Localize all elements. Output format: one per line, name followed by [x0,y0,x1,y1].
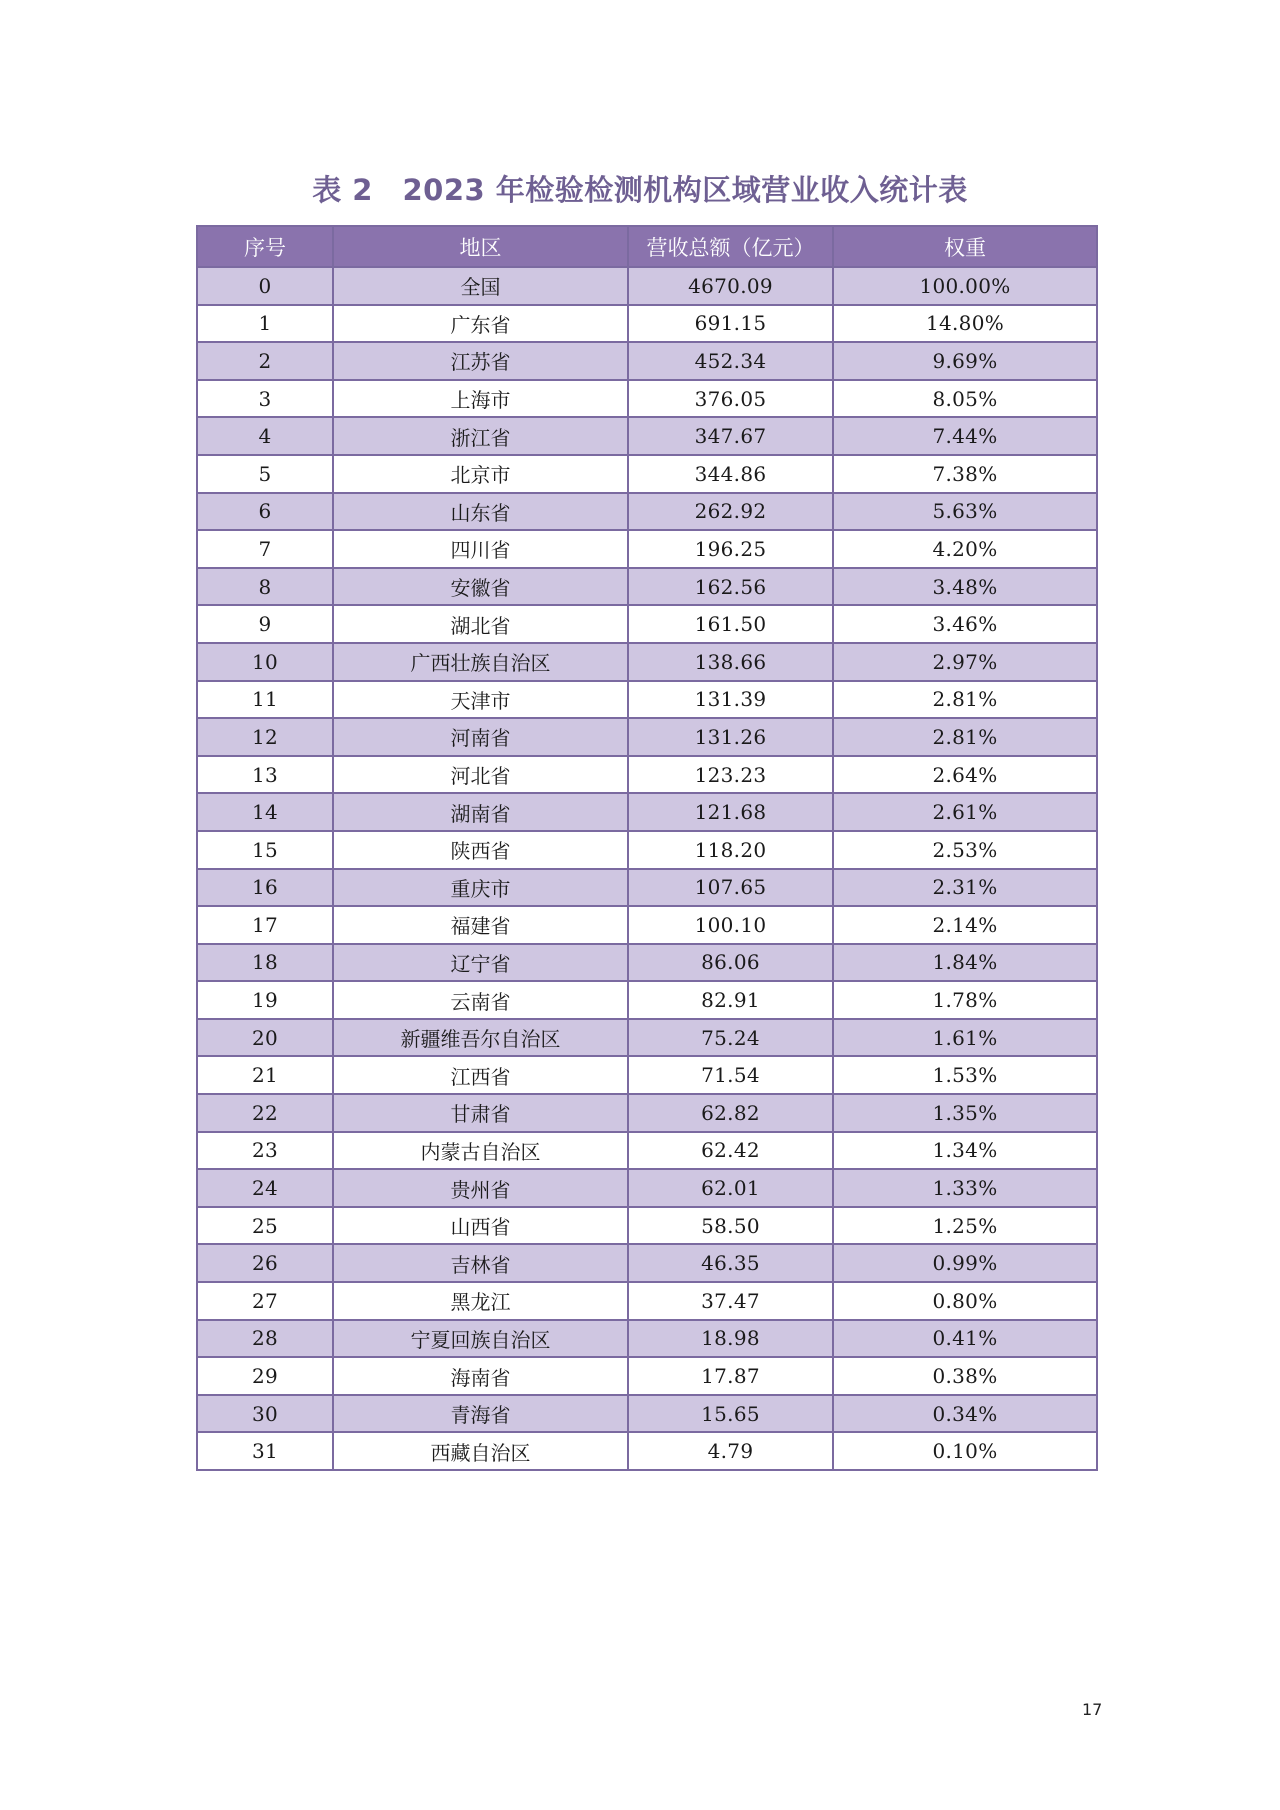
cell-revenue: 82.91 [628,981,833,1019]
cell-region: 湖北省 [333,605,628,643]
cell-no: 12 [197,718,333,756]
cell-region: 山西省 [333,1207,628,1245]
cell-weight: 1.78% [833,981,1097,1019]
table-row [197,305,1097,343]
cell-no: 31 [197,1432,333,1470]
table-row [197,1244,1097,1282]
cell-region: 广西壮族自治区 [333,643,628,681]
cell-revenue: 46.35 [628,1244,833,1282]
cell-weight: 8.05% [833,380,1097,418]
cell-region: 广东省 [333,305,628,343]
cell-no: 25 [197,1207,333,1245]
cell-weight: 2.97% [833,643,1097,681]
cell-weight: 1.35% [833,1094,1097,1132]
cell-region: 青海省 [333,1395,628,1433]
cell-revenue: 131.26 [628,718,833,756]
cell-no: 7 [197,530,333,568]
cell-no: 2 [197,342,333,380]
cell-no: 28 [197,1320,333,1358]
table-row [197,1094,1097,1132]
table-row [197,455,1097,493]
cell-revenue: 62.01 [628,1169,833,1207]
table-row [197,1056,1097,1094]
table-row [197,605,1097,643]
cell-no: 8 [197,568,333,606]
cell-no: 3 [197,380,333,418]
cell-region: 河南省 [333,718,628,756]
cell-weight: 0.10% [833,1432,1097,1470]
cell-no: 0 [197,267,333,305]
table-row [197,1395,1097,1433]
table-row [197,568,1097,606]
table-row [197,1169,1097,1207]
cell-revenue: 15.65 [628,1395,833,1433]
cell-weight: 3.48% [833,568,1097,606]
table-row [197,906,1097,944]
cell-region: 宁夏回族自治区 [333,1320,628,1358]
cell-no: 21 [197,1056,333,1094]
cell-weight: 1.33% [833,1169,1097,1207]
cell-no: 16 [197,869,333,907]
cell-no: 22 [197,1094,333,1132]
cell-no: 13 [197,756,333,794]
cell-no: 10 [197,643,333,681]
cell-revenue: 376.05 [628,380,833,418]
cell-region: 天津市 [333,681,628,719]
cell-region: 安徽省 [333,568,628,606]
cell-region: 福建省 [333,906,628,944]
cell-region: 北京市 [333,455,628,493]
cell-weight: 0.38% [833,1357,1097,1395]
header-region: 地区 [333,226,628,267]
cell-revenue: 86.06 [628,944,833,982]
cell-weight: 0.41% [833,1320,1097,1358]
table-row [197,493,1097,531]
cell-no: 29 [197,1357,333,1395]
cell-revenue: 4670.09 [628,267,833,305]
cell-revenue: 162.56 [628,568,833,606]
table-header-row [197,226,1097,267]
cell-weight: 1.61% [833,1019,1097,1057]
cell-revenue: 123.23 [628,756,833,794]
cell-no: 18 [197,944,333,982]
table-row [197,380,1097,418]
cell-weight: 1.25% [833,1207,1097,1245]
table-row [197,1019,1097,1057]
cell-region: 河北省 [333,756,628,794]
cell-revenue: 138.66 [628,643,833,681]
cell-revenue: 17.87 [628,1357,833,1395]
table-row [197,869,1097,907]
cell-weight: 2.61% [833,793,1097,831]
cell-revenue: 4.79 [628,1432,833,1470]
cell-region: 贵州省 [333,1169,628,1207]
cell-weight: 0.99% [833,1244,1097,1282]
cell-region: 新疆维吾尔自治区 [333,1019,628,1057]
cell-weight: 3.46% [833,605,1097,643]
table-body [197,267,1097,1470]
cell-weight: 2.81% [833,681,1097,719]
table-row [197,417,1097,455]
cell-no: 20 [197,1019,333,1057]
cell-revenue: 161.50 [628,605,833,643]
cell-weight: 1.53% [833,1056,1097,1094]
cell-revenue: 262.92 [628,493,833,531]
table-row [197,756,1097,794]
table-row [197,342,1097,380]
cell-revenue: 62.82 [628,1094,833,1132]
cell-weight: 4.20% [833,530,1097,568]
cell-no: 6 [197,493,333,531]
table-row [197,718,1097,756]
cell-revenue: 62.42 [628,1132,833,1170]
cell-weight: 100.00% [833,267,1097,305]
table-row [197,1207,1097,1245]
cell-revenue: 100.10 [628,906,833,944]
cell-weight: 2.14% [833,906,1097,944]
cell-revenue: 452.34 [628,342,833,380]
cell-revenue: 75.24 [628,1019,833,1057]
cell-no: 4 [197,417,333,455]
table-row [197,267,1097,305]
cell-revenue: 107.65 [628,869,833,907]
cell-no: 26 [197,1244,333,1282]
table-row [197,1132,1097,1170]
cell-no: 30 [197,1395,333,1433]
cell-no: 19 [197,981,333,1019]
cell-region: 湖南省 [333,793,628,831]
page-title: 表 2 2023 年检验检测机构区域营业收入统计表 [312,173,968,207]
cell-revenue: 121.68 [628,793,833,831]
cell-region: 山东省 [333,493,628,531]
cell-region: 江西省 [333,1056,628,1094]
cell-weight: 14.80% [833,305,1097,343]
table-row [197,1282,1097,1320]
cell-no: 5 [197,455,333,493]
cell-weight: 2.53% [833,831,1097,869]
table-row [197,530,1097,568]
cell-region: 海南省 [333,1357,628,1395]
cell-revenue: 71.54 [628,1056,833,1094]
cell-weight: 1.34% [833,1132,1097,1170]
cell-weight: 0.80% [833,1282,1097,1320]
cell-no: 27 [197,1282,333,1320]
cell-region: 陕西省 [333,831,628,869]
cell-revenue: 37.47 [628,1282,833,1320]
cell-revenue: 344.86 [628,455,833,493]
cell-region: 江苏省 [333,342,628,380]
cell-region: 浙江省 [333,417,628,455]
cell-weight: 2.81% [833,718,1097,756]
cell-revenue: 18.98 [628,1320,833,1358]
cell-revenue: 131.39 [628,681,833,719]
cell-weight: 7.44% [833,417,1097,455]
cell-revenue: 196.25 [628,530,833,568]
cell-weight: 2.31% [833,869,1097,907]
cell-weight: 1.84% [833,944,1097,982]
table-row [197,643,1097,681]
cell-weight: 5.63% [833,493,1097,531]
table-row [197,793,1097,831]
cell-no: 24 [197,1169,333,1207]
cell-region: 甘肃省 [333,1094,628,1132]
cell-weight: 7.38% [833,455,1097,493]
table-row [197,831,1097,869]
cell-revenue: 347.67 [628,417,833,455]
cell-no: 23 [197,1132,333,1170]
table-row [197,1320,1097,1358]
cell-no: 11 [197,681,333,719]
table-row [197,681,1097,719]
cell-no: 15 [197,831,333,869]
cell-region: 云南省 [333,981,628,1019]
header-no: 序号 [197,226,333,267]
cell-no: 14 [197,793,333,831]
cell-region: 上海市 [333,380,628,418]
header-weight: 权重 [833,226,1097,267]
cell-region: 全国 [333,267,628,305]
cell-region: 四川省 [333,530,628,568]
cell-weight: 9.69% [833,342,1097,380]
cell-region: 西藏自治区 [333,1432,628,1470]
cell-no: 1 [197,305,333,343]
table-row [197,981,1097,1019]
revenue-table [196,225,1098,1471]
cell-no: 9 [197,605,333,643]
cell-region: 内蒙古自治区 [333,1132,628,1170]
cell-weight: 0.34% [833,1395,1097,1433]
table-row [197,1357,1097,1395]
cell-region: 重庆市 [333,869,628,907]
cell-revenue: 691.15 [628,305,833,343]
page-number: 17 [1082,1700,1103,1719]
header-revenue: 营收总额（亿元） [628,226,833,267]
cell-region: 吉林省 [333,1244,628,1282]
table-row [197,944,1097,982]
cell-weight: 2.64% [833,756,1097,794]
cell-revenue: 118.20 [628,831,833,869]
cell-region: 辽宁省 [333,944,628,982]
cell-no: 17 [197,906,333,944]
table-row [197,1432,1097,1470]
cell-revenue: 58.50 [628,1207,833,1245]
cell-region: 黑龙江 [333,1282,628,1320]
